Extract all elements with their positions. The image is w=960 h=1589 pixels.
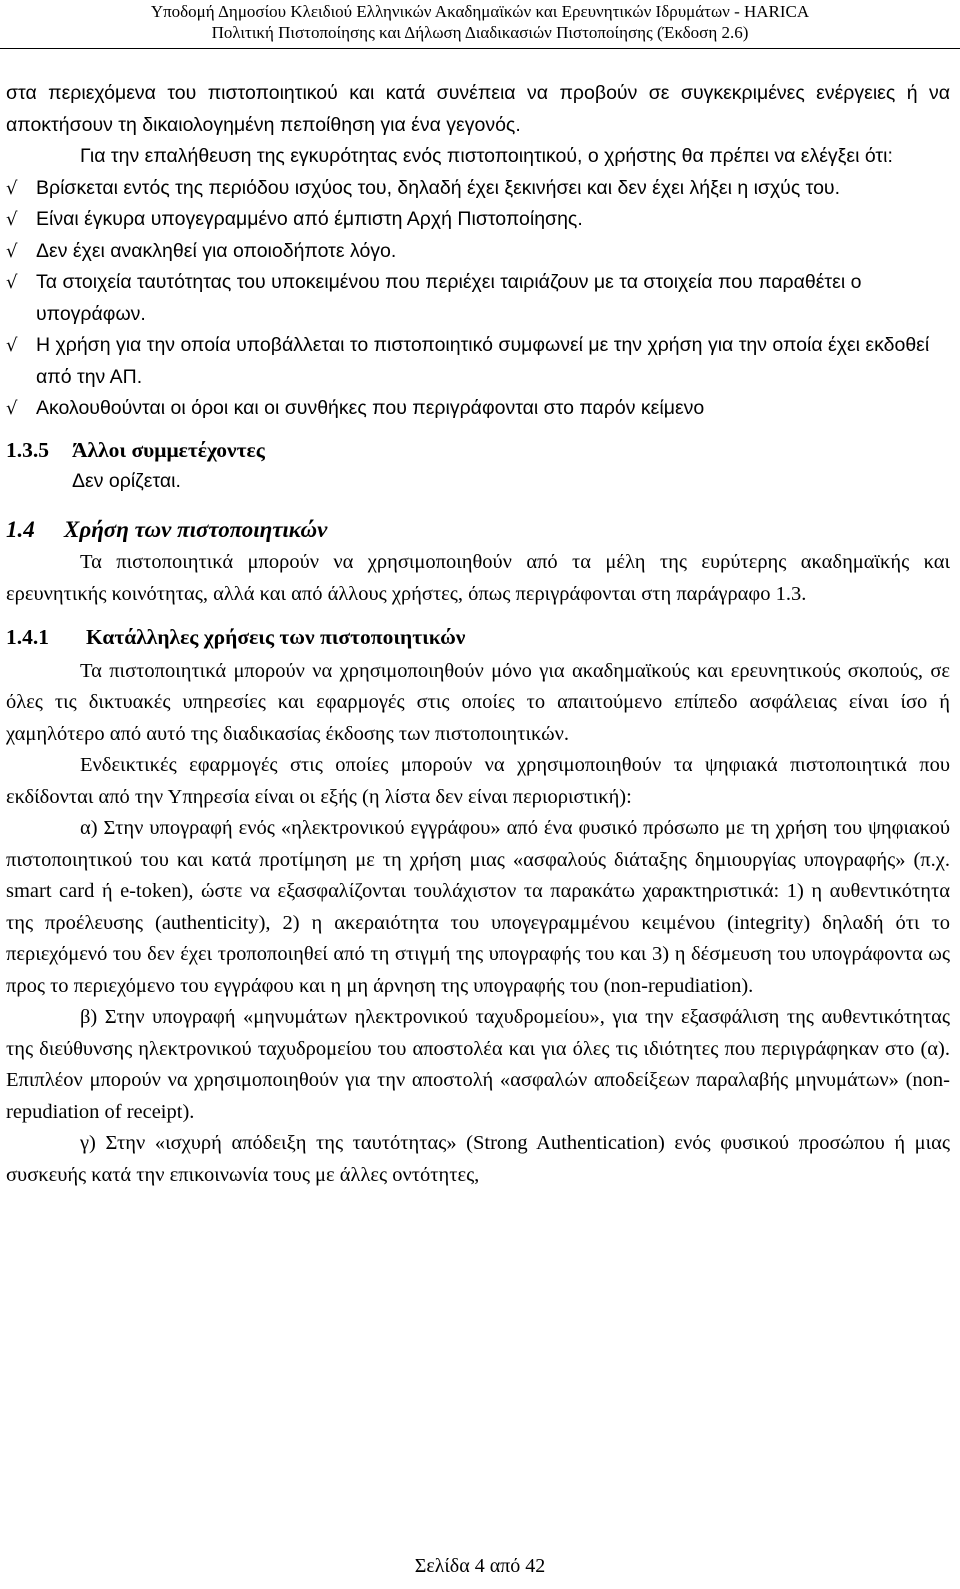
checkmark-icon: √ bbox=[6, 209, 18, 230]
document-body bbox=[6, 78, 950, 1191]
usage-item-c: γ) Στην «ισχυρή απόδειξη της ταυτότητας» (Strong Authentication) ενός φυσικού προσώπου ή μιας συσκευής κατά την επικοινωνία τους με άλλες οντότητες, bbox=[6, 1132, 950, 1186]
usage-item-a: α) Στην υπογραφή ενός «ηλεκτρονικού εγγράφου» από ένα φυσικό πρόσωπο με τη χρήση του ψηφιακού πιστοποιητικού του και κατά προτίμηση με τη χρήση μιας «ασφαλούς διάταξης δημιουργίας υπογραφής» (π.χ. smart card ή e-token), ώστε να εξασφαλίζονται τουλάχιστον τα παρακάτω χαρακτηριστικά: 1) η αυθεντικότητα της προέλευσης (authenticity), 2) η ακεραιότητα του υπογεγραμμένου κειμένου (integrity) δηλαδή ότι το περιεχόμενό του δεν έχει τροποποιηθεί από τη στιγμή της υπογραφής του και 3) η δέσμευση του υπογράφοντα ως προς το περιεχόμενο του εγγράφου και η μη άρνηση της υπογραφής του (non-repudiation). bbox=[6, 817, 950, 997]
checklist-item: √ Βρίσκεται εντός της περιόδου ισχύος του, δηλαδή έχει ξεκινήσει και δεν έχει λήξει η ισχύς του. bbox=[6, 173, 950, 205]
checkmark-icon: √ bbox=[6, 177, 18, 199]
section-1-3-5-heading: 1.3.5 Άλλοι συμμετέχοντες bbox=[6, 437, 265, 462]
checklist-item: √ Η χρήση για την οποία υποβάλλεται το πιστοποιητικό συμφωνεί με την χρήση για την οποία έχει εκδοθεί από την ΑΠ. bbox=[6, 330, 950, 393]
checklist-item: √ Δεν έχει ανακληθεί για οποιοδήποτε λόγο. bbox=[6, 236, 950, 268]
validation-checklist bbox=[6, 173, 950, 425]
page-number: Σελίδα 4 από 42 bbox=[414, 1555, 546, 1577]
header-title: Υποδομή Δημοσίου Κλειδιού Ελληνικών Ακαδημαϊκών και Ερευνητικών Ιδρυμάτων - HARICA bbox=[150, 2, 810, 21]
section-1-4-heading: 1.4 Χρήση των πιστοποιητικών bbox=[6, 516, 328, 542]
checklist-item: √ Ακολουθούνται οι όροι και οι συνθήκες που περιγράφονται στο παρόν κείμενο bbox=[6, 393, 950, 425]
header-divider bbox=[0, 48, 960, 49]
intro-paragraph-1: στα περιεχόμενα του πιστοποιητικού και κατά συνέπεια να προβούν σε συγκεκριμένες ενέργειες ή να αποκτήσουν τη δικαιολογημένη πεποίθηση για ένα γεγονός. bbox=[6, 82, 950, 136]
usage-item-b: β) Στην υπογραφή «μηνυμάτων ηλεκτρονικού ταχυδρομείου», για την εξασφάλιση της αυθεντικότητας της διεύθυνσης ηλεκτρονικού ταχυδρομείου του αποστολέα και για όλες τις ιδιότητες που περιγράφηκαν στο (α). Επιπλέον μπορούν να χρησιμοποιηθούν για την αποστολή «ασφαλών αποδείξεων παραλαβής μηνυμάτων» (non-repudiation of receipt). bbox=[6, 1006, 950, 1123]
section-1-3-5-text: Δεν ορίζεται. bbox=[72, 470, 181, 492]
checkmark-icon: √ bbox=[6, 335, 18, 356]
checklist-item: √ Είναι έγκυρα υπογεγραμμένο από έμπιστη Αρχή Πιστοποίησης. bbox=[6, 204, 950, 236]
header-subtitle: Πολιτική Πιστοποίησης και Δήλωση Διαδικασιών Πιστοποίησης (Έκδοση 2.6) bbox=[211, 23, 749, 42]
checklist-item: √ Τα στοιχεία ταυτότητας του υποκειμένου που περιέχει ταιριάζουν με τα στοιχεία που παραθέτει ο υπογράφων. bbox=[6, 267, 950, 330]
checkmark-icon: √ bbox=[6, 272, 18, 293]
section-1-4-1-heading: 1.4.1 Κατάλληλες χρήσεις των πιστοποιητικών bbox=[6, 625, 466, 649]
intro-paragraph-2: Για την επαλήθευση της εγκυρότητας ενός πιστοποιητικού, ο χρήστης θα πρέπει να ελέγξει ότι: bbox=[80, 145, 893, 167]
section-1-4-1-paragraph-2: Ενδεικτικές εφαρμογές στις οποίες μπορούν να χρησιμοποιηθούν τα ψηφιακά πιστοποιητικά που εκδίδονται από την Υπηρεσία είναι οι εξής (η λίστα δεν είναι περιοριστική): bbox=[6, 754, 950, 808]
section-1-4-text: Τα πιστοποιητικά μπορούν να χρησιμοποιηθούν από τα μέλη της ευρύτερης ακαδημαϊκής και ερευνητικής κοινότητας, αλλά και από άλλους χρήστες, όπως περιγράφονται στη παράγραφο 1.3. bbox=[6, 551, 950, 605]
checkmark-icon: √ bbox=[6, 398, 18, 419]
section-1-4-1-paragraph-1: Τα πιστοποιητικά μπορούν να χρησιμοποιηθούν μόνο για ακαδημαϊκούς και ερευνητικούς σκοπούς, σε όλες τις δικτυακές υπηρεσίες και εφαρμογές στις οποίες το απαιτούμενο επίπεδο ασφάλειας είναι ίσο ή χαμηλότερο από αυτό της διαδικασίας έκδοσης των πιστοποιητικών. bbox=[6, 659, 950, 745]
checkmark-icon: √ bbox=[6, 240, 18, 262]
